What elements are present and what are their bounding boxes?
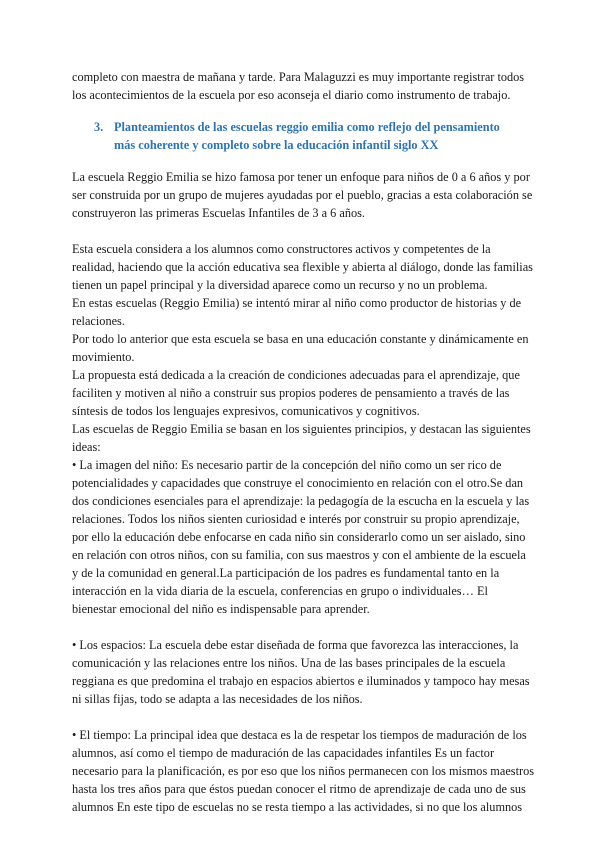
text-line: en relación con otros niños, con su familia, con sus maestros y con el ambiente de la escuela <box>72 548 526 562</box>
text-line: potencialidades y capacidades que construye el conocimiento en relación con el otro.Se dan <box>72 476 524 490</box>
text-line: dos condiciones esenciales para el aprendizaje: la pedagogía de la escucha en la escuela y las <box>72 494 530 508</box>
text-line: realidad, haciendo que la acción educativa sea flexible y abierta al diálogo, donde las familias <box>72 260 533 274</box>
text-line: La propuesta está dedicada a la creación de condiciones adecuadas para el aprendizaje, que <box>72 368 520 382</box>
text-line: movimiento. <box>72 350 135 364</box>
text-line: La escuela Reggio Emilia se hizo famosa por tener un enfoque para niños de 0 a 6 años y por <box>72 170 530 184</box>
section-heading <box>72 118 532 154</box>
text-line: necesario para la planificación, es por eso que los niños permanecen con los mismos maestros <box>72 764 535 778</box>
text-line: En estas escuelas (Reggio Emilia) se intentó mirar al niño como productor de historias y de <box>72 296 522 310</box>
text-line: hasta los tres años para que éstos puedan conocer el ritmo de aprendizaje de cada uno de sus <box>72 782 526 796</box>
paragraph-reggio-history <box>72 168 532 222</box>
text-line: comunicación y las relaciones entre los niños. Una de las bases principales de la escuela <box>72 656 506 670</box>
paragraph-time <box>72 726 535 816</box>
text-line: • La imagen del niño: Es necesario partir de la concepción del niño como un ser rico de <box>72 458 502 472</box>
paragraph-principles <box>72 240 532 618</box>
text-line: los acontecimientos de la escuela por eso aconseja el diario como instrumento de trabajo. <box>72 88 511 102</box>
paragraph-spaces <box>72 636 532 708</box>
text-line: alumnos, así como el tiempo de maduración de las capacidades infantiles Es un factor <box>72 746 495 760</box>
intro-paragraph <box>72 68 532 104</box>
section-number: 3. <box>94 120 104 134</box>
text-line: • Los espacios: La escuela debe estar diseñada de forma que favorezca las interacciones, la <box>72 638 519 652</box>
text-line: faciliten y motiven al niño a construir sus propios poderes de pensamiento a través de las <box>72 386 510 400</box>
text-line: y de la comunidad en general.La participación de los padres es fundamental tanto en la <box>72 566 500 580</box>
text-line: relaciones. Todos los niños sienten curiosidad e interés por construir su propio aprendizaje, <box>72 512 520 526</box>
text-line: bienestar emocional del niño es indispensable para aprender. <box>72 602 370 616</box>
text-line: relaciones. <box>72 314 125 328</box>
section-title-line: más coherente y completo sobre la educación infantil siglo XX <box>114 138 439 152</box>
text-line: ser construida por un grupo de mujeres ayudadas por el pueblo, gracias a esta colaboración se <box>72 188 533 202</box>
text-line: completo con maestra de mañana y tarde. Para Malaguzzi es muy importante registrar todos <box>72 70 525 84</box>
text-line: por ello la educación debe enfocarse en cada niño sin considerarlo como un ser aislado, sino <box>72 530 526 544</box>
text-line: Por todo lo anterior que esta escuela se basa en una educación constante y dinámicamente en <box>72 332 529 346</box>
text-line: interacción en la vida diaria de la escuela, conferencias en grupo o individuales… El <box>72 584 488 598</box>
text-line: construyeron las primeras Escuelas Infantiles de 3 a 6 años. <box>72 206 365 220</box>
text-line: ideas: <box>72 440 101 454</box>
document-body <box>72 68 535 816</box>
text-line: tienen un papel principal y la diversidad aparece como un recurso y no un problema. <box>72 278 488 292</box>
text-line: • El tiempo: La principal idea que destaca es la de respetar los tiempos de maduración de los <box>72 728 527 742</box>
text-line: ni sillas fijas, todo se adapta a las necesidades de los niños. <box>72 692 363 706</box>
text-line: síntesis de todos los lenguajes expresivos, comunicativos y cognitivos. <box>72 404 420 418</box>
text-line: Esta escuela considera a los alumnos como constructores activos y competentes de la <box>72 242 491 256</box>
text-line: Las escuelas de Reggio Emilia se basan en los siguientes principios, y destacan las siguientes <box>72 422 531 436</box>
text-line: reggiana es que predomina el trabajo en espacios abiertos e iluminados y tampoco hay mesas <box>72 674 530 688</box>
text-line: alumnos En este tipo de escuelas no se resta tiempo a las actividades, si no que los alumnos <box>72 800 523 814</box>
section-title-line: Planteamientos de las escuelas reggio emilia como reflejo del pensamiento <box>114 120 500 134</box>
